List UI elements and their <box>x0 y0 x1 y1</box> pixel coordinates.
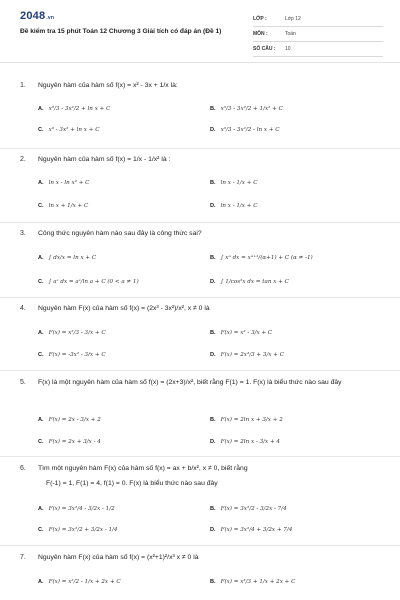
option-label: B. <box>210 106 216 112</box>
option-text: F(x) = 2ln x + 3/x + 2 <box>220 417 283 423</box>
option-label: D. <box>210 439 216 445</box>
question-number: 7. <box>20 554 26 561</box>
option-d[interactable] <box>210 203 258 209</box>
option-text: F(x) = x²/2 - 1/x + 2x + C <box>48 579 121 585</box>
option-a[interactable] <box>38 106 110 112</box>
option-text: F(x) = 2ln x - 3/x + 4 <box>220 439 280 445</box>
question-number: 6. <box>20 465 26 472</box>
option-a[interactable] <box>38 506 115 512</box>
question-text: F(x) là một nguyên hàm của hàm số f(x) = (2x+3)/x², biết rằng F(1) = 1. F(x) là biểu thức nào sau đây <box>38 379 342 386</box>
option-label: A. <box>38 330 44 336</box>
option-text: F(x) = 3x²/2 - 3/2x - 7/4 <box>220 506 287 512</box>
option-label: D. <box>210 127 216 133</box>
option-text: F(x) = x² - 3/x + C <box>220 330 273 336</box>
option-text: F(x) = x²/3 - 3/x + C <box>48 330 106 336</box>
option-label: C. <box>38 439 44 445</box>
meta-key: MÔN : <box>253 31 268 37</box>
option-text: x³/3 - 3x²/2 + ln x + C <box>48 106 111 112</box>
option-text: ln x - ln x² + C <box>48 180 90 186</box>
option-a[interactable] <box>38 255 96 261</box>
option-text: x³/3 - 3x²/2 - ln x + C <box>220 127 280 133</box>
question-text-continued: F(-1) = 1, F(1) = 4, f(1) = 0. F(x) là biểu thức nào sau đây <box>46 480 218 487</box>
question-text: Tìm một nguyên hàm F(x) của hàm số f(x) = ax + b/x², x ≠ 0, biết rằng <box>38 465 248 472</box>
option-label: A. <box>38 255 44 261</box>
meta-key: SỐ CÂU : <box>253 46 276 52</box>
option-b[interactable] <box>210 180 258 186</box>
option-text: F(x) = -3x² - 3/x + C <box>48 352 106 358</box>
option-c[interactable] <box>38 439 101 445</box>
option-text: ∫ dx/x = ln x + C <box>48 255 97 261</box>
meta-value: Lớp 12 <box>285 16 301 22</box>
option-label: C. <box>38 127 44 133</box>
option-text: ln x + 1/x + C <box>48 203 89 209</box>
option-b[interactable] <box>210 255 313 261</box>
meta-value: Toán <box>285 31 296 37</box>
option-c[interactable] <box>38 203 88 209</box>
option-label: D. <box>210 352 216 358</box>
option-label: A. <box>38 417 44 423</box>
option-b[interactable] <box>210 106 283 112</box>
option-label: D. <box>210 279 216 285</box>
logo-suffix: .vn <box>46 15 55 21</box>
option-text: F(x) = 3x²/2 + 3/2x - 1/4 <box>48 527 118 533</box>
exam-title: Đề kiểm tra 15 phút Toán 12 Chương 3 Giải tích có đáp án (Đề 1) <box>20 28 222 35</box>
question-number: 4. <box>20 305 26 312</box>
option-c[interactable] <box>38 127 99 133</box>
exam-meta <box>253 12 383 57</box>
question-text: Nguyên hàm F(x) của hàm số f(x) = (2x³ - 3x²)/x², x ≠ 0 là <box>38 305 210 312</box>
option-text: ln x - 1/x + C <box>220 180 258 186</box>
option-b[interactable] <box>210 417 283 423</box>
option-label: C. <box>38 203 44 209</box>
option-c[interactable] <box>38 527 118 533</box>
option-label: B. <box>210 506 216 512</box>
option-label: A. <box>38 579 44 585</box>
option-text: ∫ 1/cos²x dx = tan x + C <box>220 279 289 285</box>
option-text: ∫ xᵅ dx = xᵅ⁺¹/(α+1) + C (α ≠ -1) <box>220 255 313 261</box>
option-label: A. <box>38 506 44 512</box>
question-text: Nguyên hàm của hàm số f(x) = x² - 3x + 1/x là: <box>38 82 178 89</box>
option-label: C. <box>38 352 44 358</box>
exam-header <box>0 0 400 63</box>
site-logo[interactable] <box>20 10 54 22</box>
option-text: F(x) = x³/3 + 1/x + 2x + C <box>220 579 296 585</box>
question-number: 1. <box>20 82 26 89</box>
option-label: B. <box>210 579 216 585</box>
option-text: ln x - 1/x + C <box>220 203 258 209</box>
question-text: Công thức nguyên hàm nào sau đây là công thức sai? <box>38 230 202 237</box>
question-divider <box>0 370 400 371</box>
question-text: Nguyên hàm F(x) của hàm số f(x) = (x²+1)²/x³ x ≠ 0 là <box>38 554 199 561</box>
option-text: F(x) = 2x - 3/x + 2 <box>48 417 101 423</box>
option-b[interactable] <box>210 579 295 585</box>
option-label: D. <box>210 527 216 533</box>
option-c[interactable] <box>38 352 106 358</box>
option-label: D. <box>210 203 216 209</box>
option-label: B. <box>210 330 216 336</box>
question-number: 5. <box>20 379 26 386</box>
option-c[interactable] <box>38 279 139 285</box>
meta-value: 10 <box>285 46 291 52</box>
question-divider <box>0 545 400 546</box>
option-label: B. <box>210 417 216 423</box>
option-a[interactable] <box>38 579 121 585</box>
option-text: F(x) = 3x²/4 + 3/2x + 7/4 <box>220 527 293 533</box>
option-text: x³/3 - 3x²/2 + 1/x² + C <box>220 106 283 112</box>
option-b[interactable] <box>210 506 287 512</box>
option-label: B. <box>210 255 216 261</box>
question-divider <box>0 456 400 457</box>
meta-row-class <box>253 12 383 27</box>
meta-row-subject <box>253 27 383 42</box>
option-d[interactable] <box>210 279 289 285</box>
option-d[interactable] <box>210 352 284 358</box>
option-label: C. <box>38 527 44 533</box>
option-text: F(x) = 2x + 3/x - 4 <box>48 439 101 445</box>
option-a[interactable] <box>38 180 89 186</box>
option-a[interactable] <box>38 417 101 423</box>
option-b[interactable] <box>210 330 272 336</box>
option-text: ∫ aˣ dx = aˣ/ln a + C (0 < a ≠ 1) <box>48 279 139 285</box>
option-d[interactable] <box>210 127 280 133</box>
question-text: Nguyên hàm của hàm số f(x) = 1/x - 1/x² là : <box>38 156 171 163</box>
option-d[interactable] <box>210 439 280 445</box>
option-text: F(x) = 2x³/3 + 3/x + C <box>220 352 285 358</box>
meta-row-count <box>253 42 383 57</box>
option-a[interactable] <box>38 330 106 336</box>
option-label: A. <box>38 180 44 186</box>
logo-text: 2048 <box>20 10 46 22</box>
question-divider <box>0 297 400 298</box>
question-divider <box>0 222 400 223</box>
option-d[interactable] <box>210 527 292 533</box>
option-text: x³ - 3x² + ln x + C <box>48 127 100 133</box>
question-number: 3. <box>20 230 26 237</box>
meta-key: LỚP : <box>253 16 267 22</box>
option-label: B. <box>210 180 216 186</box>
option-label: C. <box>38 279 44 285</box>
option-text: F(x) = 3x²/4 - 3/2x - 1/2 <box>48 506 115 512</box>
question-number: 2. <box>20 156 26 163</box>
question-divider <box>0 148 400 149</box>
option-label: A. <box>38 106 44 112</box>
